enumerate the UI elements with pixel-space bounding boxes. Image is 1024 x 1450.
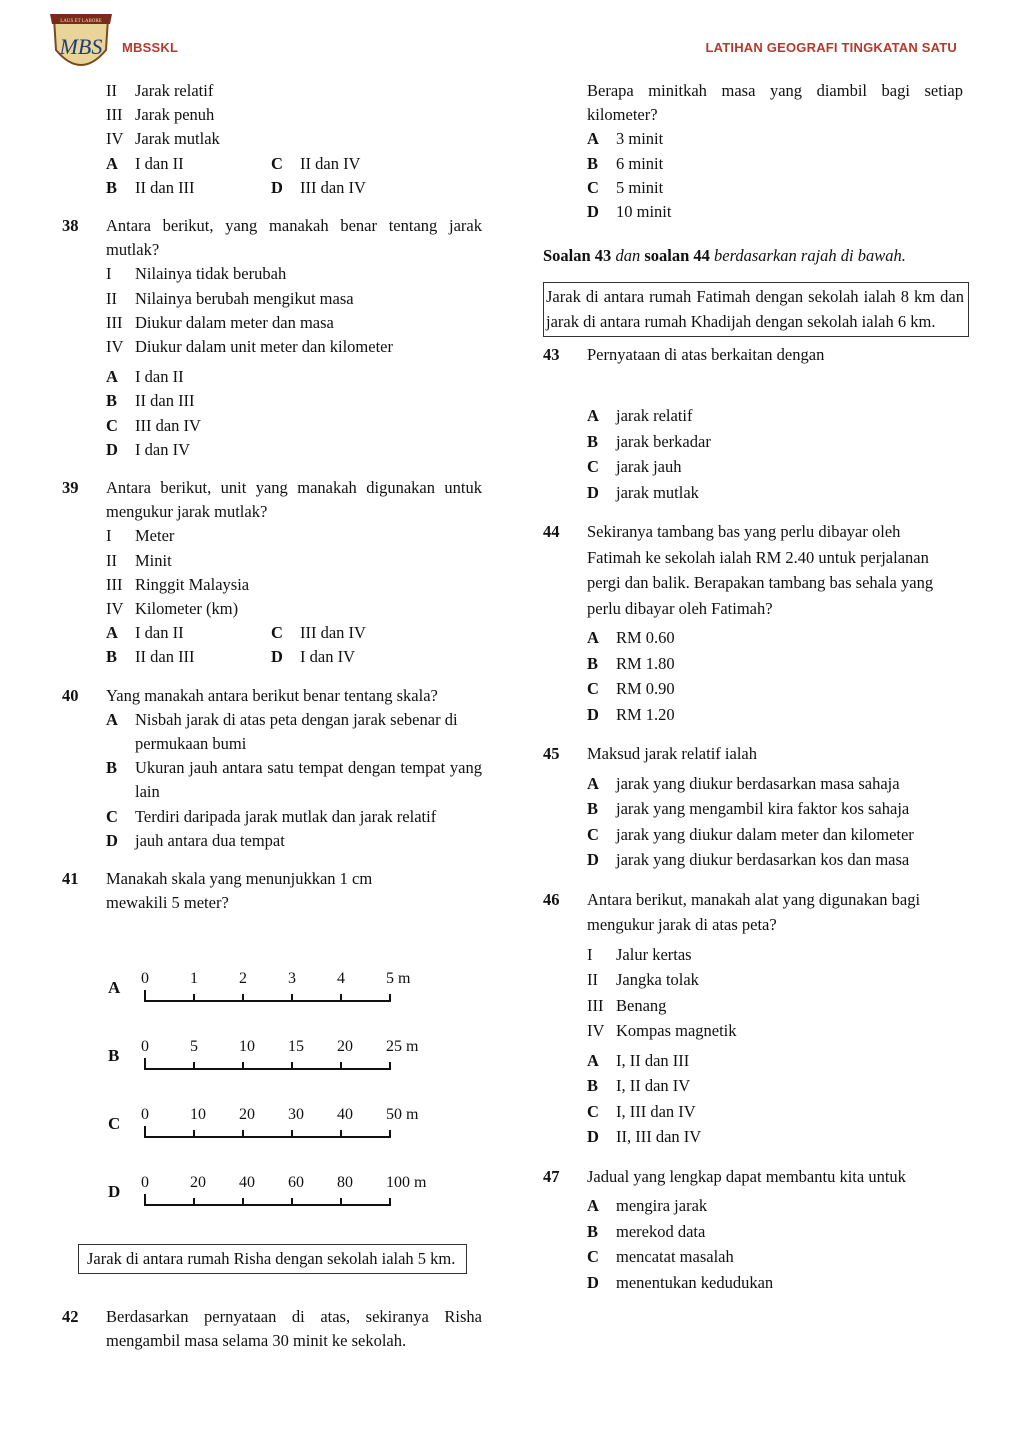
question-text: Berdasarkan pernyataan di atas, sekiranya Risha mengambil masa selama 30 minit ke sekolah. bbox=[106, 1307, 482, 1351]
question-47 bbox=[543, 1164, 963, 1296]
text: 38 bbox=[62, 216, 79, 236]
text: jarak jauh bbox=[616, 457, 682, 477]
text: Soalan 43 bbox=[543, 246, 612, 266]
scale-bar-d bbox=[0, 1176, 460, 1216]
label: D bbox=[587, 482, 599, 502]
scale-tick-label: 0 bbox=[141, 1106, 149, 1123]
question-text: Manakah skala yang menunjukkan 1 cm mewakili 5 meter? bbox=[106, 869, 373, 913]
text: Minit bbox=[135, 550, 172, 570]
text: I dan II bbox=[135, 623, 184, 643]
label: III bbox=[106, 312, 123, 332]
label: B bbox=[587, 799, 599, 819]
text: II, III dan IV bbox=[616, 1127, 702, 1147]
text: Jalur kertas bbox=[616, 944, 692, 964]
label: IV bbox=[106, 129, 124, 149]
label: D bbox=[587, 202, 599, 222]
text: 45 bbox=[543, 744, 560, 764]
text: menentukan kedudukan bbox=[616, 1272, 774, 1292]
text: I, II dan IV bbox=[616, 1076, 691, 1096]
text: Benang bbox=[616, 995, 667, 1015]
label: A bbox=[106, 623, 118, 643]
question-41 bbox=[62, 867, 482, 915]
label: C bbox=[106, 806, 118, 826]
option-row bbox=[106, 152, 482, 176]
label: C bbox=[587, 824, 599, 844]
text: 40 bbox=[62, 685, 79, 705]
scale-tick-label: 0 bbox=[141, 1174, 149, 1191]
question-44 bbox=[543, 519, 963, 727]
header-right: LATIHAN GEOGRAFI TINGKATAN SATU bbox=[705, 40, 957, 55]
label: C bbox=[271, 623, 283, 643]
text: RM 0.60 bbox=[616, 628, 675, 648]
text: 10 minit bbox=[616, 202, 672, 222]
scale-tick-label: 20 bbox=[337, 1038, 353, 1055]
left-column bbox=[62, 79, 482, 916]
text: III dan IV bbox=[135, 415, 201, 435]
text: berdasarkan rajah di bawah. bbox=[709, 246, 906, 266]
question-text: Pernyataan di atas berkaitan dengan bbox=[587, 344, 825, 364]
text: jarak mutlak bbox=[616, 482, 699, 502]
label: A bbox=[106, 153, 118, 173]
question-text: Sekiranya tambang bas yang perlu dibayar oleh Fatimah ke sekolah ialah RM 2.40 untuk perjalanan pergi dan balik. Berapakan tambang bas sehala yang perlu dibayar oleh Fatimah? bbox=[587, 522, 934, 618]
text: dan bbox=[611, 246, 645, 266]
text: Kilometer (km) bbox=[135, 599, 239, 619]
text: I dan IV bbox=[300, 647, 355, 667]
text: Kompas magnetik bbox=[616, 1021, 737, 1041]
text: I, III dan IV bbox=[616, 1101, 696, 1121]
text: II dan III bbox=[135, 647, 195, 667]
scale-tick-label: 30 bbox=[288, 1106, 304, 1123]
question-text: Antara berikut, manakah alat yang digunakan bagi mengukur jarak di atas peta? bbox=[587, 889, 921, 935]
question-39 bbox=[62, 476, 482, 670]
scale-tick-label: 1 bbox=[190, 970, 198, 987]
text: Jangka tolak bbox=[616, 970, 699, 990]
scale-option-letter: C bbox=[108, 1114, 121, 1133]
scale-tick-label: 50 m bbox=[386, 1106, 419, 1123]
label: II bbox=[106, 288, 117, 308]
text: Diukur dalam meter dan masa bbox=[135, 312, 334, 332]
scale-tick-label: 100 m bbox=[386, 1174, 427, 1191]
label: B bbox=[106, 177, 118, 197]
label: D bbox=[271, 177, 283, 197]
text: 43 bbox=[543, 344, 560, 364]
scale-tick-label: 3 bbox=[288, 970, 296, 987]
question-38 bbox=[62, 214, 482, 462]
label: B bbox=[106, 758, 118, 778]
text: III dan IV bbox=[300, 177, 366, 197]
label: IV bbox=[106, 337, 124, 357]
text: Nilainya berubah mengikut masa bbox=[135, 288, 354, 308]
label: B bbox=[106, 391, 118, 411]
label: B bbox=[587, 153, 599, 173]
text: jauh antara dua tempat bbox=[135, 830, 285, 850]
right-column bbox=[543, 79, 963, 1295]
label: D bbox=[587, 1272, 599, 1292]
scale-tick-label: 40 bbox=[337, 1106, 353, 1123]
label: A bbox=[106, 367, 118, 387]
scale-tick-label: 20 bbox=[239, 1106, 255, 1123]
label: A bbox=[587, 1050, 599, 1070]
text: merekod data bbox=[616, 1221, 706, 1241]
scale-option-letter: D bbox=[108, 1182, 121, 1201]
text: jarak yang diukur berdasarkan masa sahaja bbox=[616, 773, 900, 793]
label: A bbox=[587, 129, 599, 149]
text: RM 1.80 bbox=[616, 653, 675, 673]
label: C bbox=[587, 679, 599, 699]
label: A bbox=[587, 1196, 599, 1216]
question-40 bbox=[62, 684, 482, 853]
question-text: Yang manakah antara berikut benar tentang skala? bbox=[106, 685, 438, 705]
scale-tick-label: 2 bbox=[239, 970, 247, 987]
label: C bbox=[106, 415, 118, 435]
question-text: Maksud jarak relatif ialah bbox=[587, 744, 757, 764]
instruction-line bbox=[543, 244, 963, 268]
question-text: Antara berikut, yang manakah benar tentang jarak mutlak? bbox=[106, 216, 482, 260]
label: A bbox=[106, 709, 118, 729]
text: 3 minit bbox=[616, 129, 664, 149]
label: I bbox=[587, 944, 593, 964]
label: D bbox=[587, 850, 599, 870]
question-text: Jadual yang lengkap dapat membantu kita untuk bbox=[587, 1166, 906, 1186]
text: I, II dan III bbox=[616, 1050, 690, 1070]
label: C bbox=[271, 153, 283, 173]
scale-tick-label: 80 bbox=[337, 1174, 353, 1191]
question-46 bbox=[543, 887, 963, 1150]
label: II bbox=[106, 81, 117, 100]
question-42-continued: Berapa minitkah masa yang diambil bagi setiap kilometer? bbox=[587, 81, 963, 125]
text: I dan II bbox=[135, 367, 184, 387]
scale-tick-label: 60 bbox=[288, 1174, 304, 1191]
text: Diukur dalam unit meter dan kilometer bbox=[135, 337, 393, 357]
label: IV bbox=[587, 1021, 605, 1041]
label: D bbox=[106, 439, 118, 459]
text: Ukuran jauh antara satu tempat dengan tempat yang lain bbox=[135, 758, 482, 802]
text: Meter bbox=[135, 526, 175, 546]
label: III bbox=[106, 574, 123, 594]
statement-box-right: Jarak di antara rumah Fatimah dengan sekolah ialah 8 km dan jarak di antara rumah Khadijah dengan sekolah ialah 6 km. bbox=[543, 282, 969, 336]
scale-tick-label: 10 bbox=[190, 1106, 206, 1123]
text: II dan IV bbox=[300, 153, 361, 173]
statement-box-left: Jarak di antara rumah Risha dengan sekolah ialah 5 km. bbox=[78, 1244, 467, 1274]
text: jarak yang diukur dalam meter dan kilometer bbox=[616, 824, 914, 844]
scale-tick-label: 25 m bbox=[386, 1038, 419, 1055]
text: 44 bbox=[543, 522, 560, 542]
label: D bbox=[587, 1127, 599, 1147]
logo-letters: MBS bbox=[59, 34, 103, 59]
option-row bbox=[106, 176, 482, 200]
scale-bar-b bbox=[0, 1040, 460, 1080]
text: jarak yang mengambil kira faktor kos sahaja bbox=[616, 799, 910, 819]
label: I bbox=[106, 526, 112, 546]
label: A bbox=[587, 406, 599, 426]
text: jarak relatif bbox=[616, 406, 693, 426]
scale-tick-label: 5 bbox=[190, 1038, 198, 1055]
text: 46 bbox=[543, 889, 560, 909]
text: II dan III bbox=[135, 391, 195, 411]
roman-item bbox=[106, 103, 482, 127]
text: Terdiri daripada jarak mutlak dan jarak relatif bbox=[135, 806, 437, 826]
school-logo bbox=[46, 10, 116, 76]
roman-item bbox=[106, 127, 482, 151]
label: D bbox=[587, 704, 599, 724]
text: 47 bbox=[543, 1166, 560, 1186]
label: C bbox=[587, 177, 599, 197]
scale-tick-label: 4 bbox=[337, 970, 345, 987]
label: II bbox=[106, 550, 117, 570]
label: B bbox=[587, 1221, 599, 1241]
scale-tick-label: 20 bbox=[190, 1174, 206, 1191]
text: Nilainya tidak berubah bbox=[135, 264, 287, 284]
label: A bbox=[587, 628, 599, 648]
label: III bbox=[587, 995, 604, 1015]
text: mencatat masalah bbox=[616, 1247, 734, 1267]
label: C bbox=[587, 457, 599, 477]
label: C bbox=[587, 1247, 599, 1267]
text: I dan II bbox=[135, 153, 184, 173]
scale-tick-label: 0 bbox=[141, 970, 149, 987]
text: RM 1.20 bbox=[616, 704, 675, 724]
text: I dan IV bbox=[135, 439, 190, 459]
text: Jarak relatif bbox=[135, 81, 214, 100]
text: RM 0.90 bbox=[616, 679, 675, 699]
text: mengira jarak bbox=[616, 1196, 708, 1216]
scale-option-letter: B bbox=[108, 1046, 120, 1065]
scale-bar-c bbox=[0, 1108, 460, 1148]
text: jarak berkadar bbox=[616, 431, 711, 451]
text: jarak yang diukur berdasarkan kos dan masa bbox=[616, 850, 910, 870]
label: D bbox=[106, 830, 118, 850]
text: II dan III bbox=[135, 177, 195, 197]
label: B bbox=[587, 431, 599, 451]
label: I bbox=[106, 264, 112, 284]
question-45 bbox=[543, 741, 963, 873]
text: 41 bbox=[62, 869, 79, 889]
scale-tick-label: 10 bbox=[239, 1038, 255, 1055]
scale-tick-label: 5 m bbox=[386, 970, 411, 987]
label: B bbox=[587, 653, 599, 673]
label: B bbox=[587, 1076, 599, 1096]
scale-tick-label: 15 bbox=[288, 1038, 304, 1055]
question-43 bbox=[543, 343, 963, 505]
question-42 bbox=[62, 1305, 482, 1353]
text: Jarak penuh bbox=[135, 105, 215, 125]
scale-bar-a bbox=[0, 972, 460, 1012]
logo-banner: LAUS ET LABORE bbox=[60, 19, 102, 24]
text: 5 minit bbox=[616, 177, 664, 197]
scale-tick-label: 0 bbox=[141, 1038, 149, 1055]
scale-tick-label: 40 bbox=[239, 1174, 255, 1191]
roman-item bbox=[106, 79, 482, 103]
header-left: MBSSKL bbox=[122, 40, 179, 55]
text: III dan IV bbox=[300, 623, 366, 643]
label: B bbox=[106, 647, 118, 667]
text: soalan 44 bbox=[644, 246, 710, 266]
label: IV bbox=[106, 599, 124, 619]
label: A bbox=[587, 773, 599, 793]
label: C bbox=[587, 1101, 599, 1121]
text: 39 bbox=[62, 478, 79, 498]
label: D bbox=[271, 647, 283, 667]
text: 42 bbox=[62, 1307, 79, 1326]
question-text: Antara berikut, unit yang manakah digunakan untuk mengukur jarak mutlak? bbox=[106, 478, 482, 522]
scale-option-letter: A bbox=[108, 978, 121, 997]
text: Nisbah jarak di atas peta dengan jarak sebenar di permukaan bumi bbox=[135, 709, 458, 754]
label: III bbox=[106, 105, 123, 125]
text: 6 minit bbox=[616, 153, 664, 173]
text: Jarak mutlak bbox=[135, 129, 220, 149]
text: Ringgit Malaysia bbox=[135, 574, 250, 594]
label: II bbox=[587, 970, 598, 990]
